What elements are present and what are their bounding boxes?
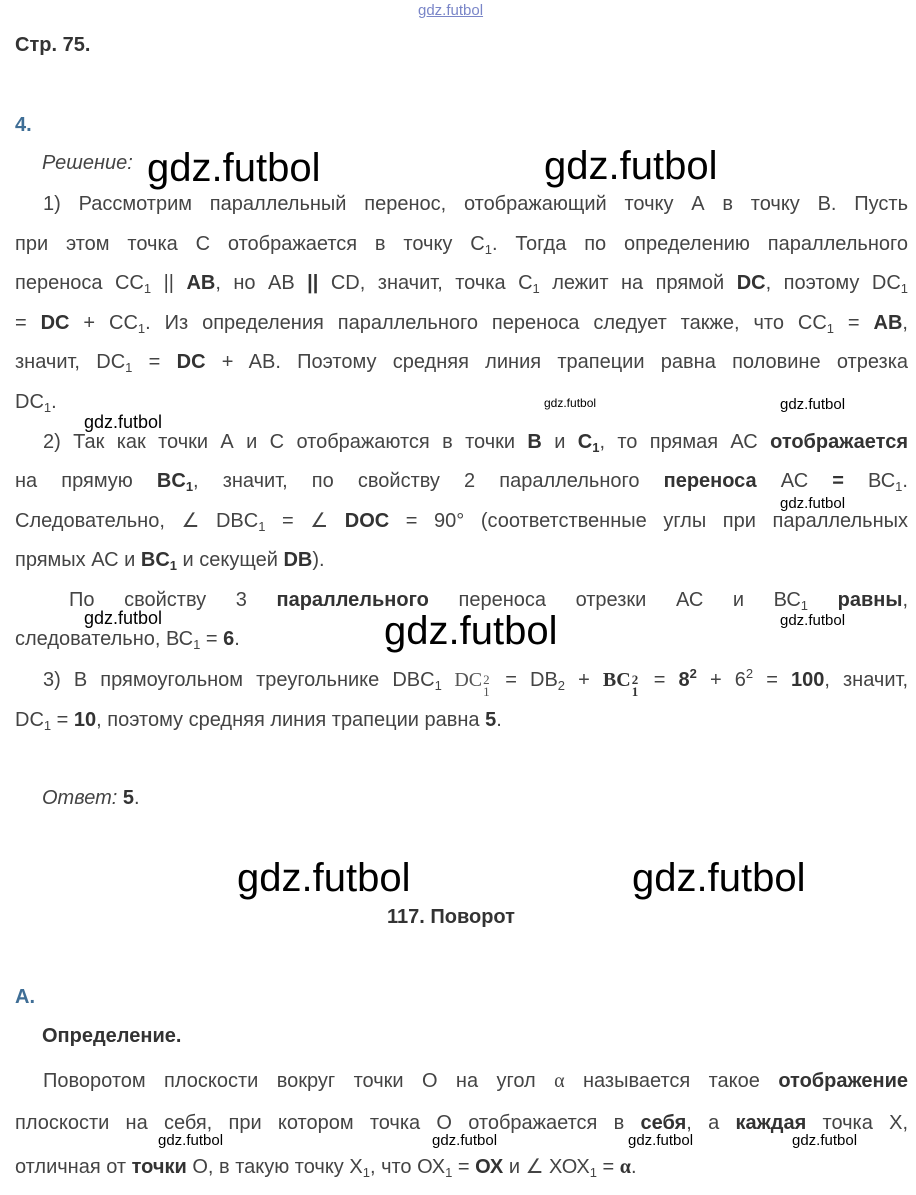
answer-label: Ответ: [42, 787, 118, 809]
watermark: gdz.futbol [780, 612, 846, 629]
solution-line: значит, $DC_1$ = DC + AB. Поэтому средняя линия трапеции равна половине отрезка [15, 351, 908, 375]
watermark: gdz.futbol [84, 412, 163, 432]
solution-line: 3) В прямоугольном треугольнике $DBC_1$ DC 2 1 = $DB_2$ + BC 2 1 = $8^2 + 6^2 = 100$, значит, [43, 666, 908, 699]
solution-line: переноса $СС_1$ || AB, но АВ || CD, значит, точка $С_1$ лежит на прямой DC, поэтому $DC_1$ [15, 272, 908, 296]
watermark: gdz.futbol [780, 495, 846, 512]
solution-label: Решение: [42, 152, 133, 174]
watermark: gdz.futbol [632, 856, 806, 900]
solution-line: = DC + $CC_1$. Из определения параллельного переноса следует также, что $СС_1$ = АВ, [15, 312, 908, 336]
watermark: gdz.futbol [628, 1132, 694, 1149]
solution-line: $DC_1 = 10$, поэтому средняя линия трапеции равна 5. [15, 709, 502, 733]
solution-line: По свойству 3 параллельного переноса отрезки АС и $ВС_1$ равны, [69, 589, 908, 613]
solution-line: следовательно, $ВС_1 = 6$. [15, 628, 240, 652]
solution-line: 2) Так как точки А и С отображаются в точки B и $C_1$, то прямая АС отображается [43, 431, 908, 455]
page-label: Стр. 75. [15, 34, 91, 56]
solution-line: 1) Рассмотрим параллельный перенос, отображающий точку А в точку В. Пусть [43, 193, 908, 215]
solution-line: на прямую $BC_1$, значит, по свойству 2 параллельного переноса АС = $ВС_1$. [15, 470, 908, 494]
watermark: gdz.futbol [84, 608, 163, 628]
solution-line: при этом точка С отображается в точку $С_1$. Тогда по определению параллельного [15, 233, 908, 257]
task-number: 4. [15, 114, 32, 136]
watermark: gdz.futbol [780, 396, 846, 413]
watermark: gdz.futbol [544, 144, 718, 188]
watermark: gdz.futbol [158, 1132, 224, 1149]
solution-line: Следовательно, ∠ $DBC_1$ = ∠ DOC = 90° (соответственные углы при параллельных [15, 510, 909, 534]
solution-line: прямых АС и $BC_1$ и секущей DB). [15, 549, 325, 573]
watermark: gdz.futbol [544, 396, 597, 410]
watermark: gdz.futbol [384, 609, 558, 653]
answer: Ответ: 5. [42, 787, 140, 809]
definition-line: Поворотом плоскости вокруг точки О на угол α называется такое отображение [43, 1070, 909, 1092]
watermark: gdz.futbol [792, 1132, 858, 1149]
definition-line: отличная от точки О, в такую точку $Х_1$, что $ОХ_1$ = ОХ и ∠ $ХОХ_1 = \alpha$. [15, 1156, 637, 1180]
answer-value: 5 [122, 787, 135, 809]
top-watermark[interactable]: gdz.futbol [418, 2, 484, 19]
solution-line: $DC_1$. [15, 391, 57, 415]
definition-line: плоскости на себя, при котором точка О отображается в себя, а каждая точка Х, [15, 1112, 909, 1134]
watermark: gdz.futbol [147, 146, 321, 190]
section-letter: А. [15, 986, 35, 1008]
watermark: gdz.futbol [432, 1132, 498, 1149]
definition-title: Определение. [42, 1025, 182, 1047]
watermark: gdz.futbol [237, 856, 411, 900]
section-title: 117. Поворот [387, 906, 515, 928]
